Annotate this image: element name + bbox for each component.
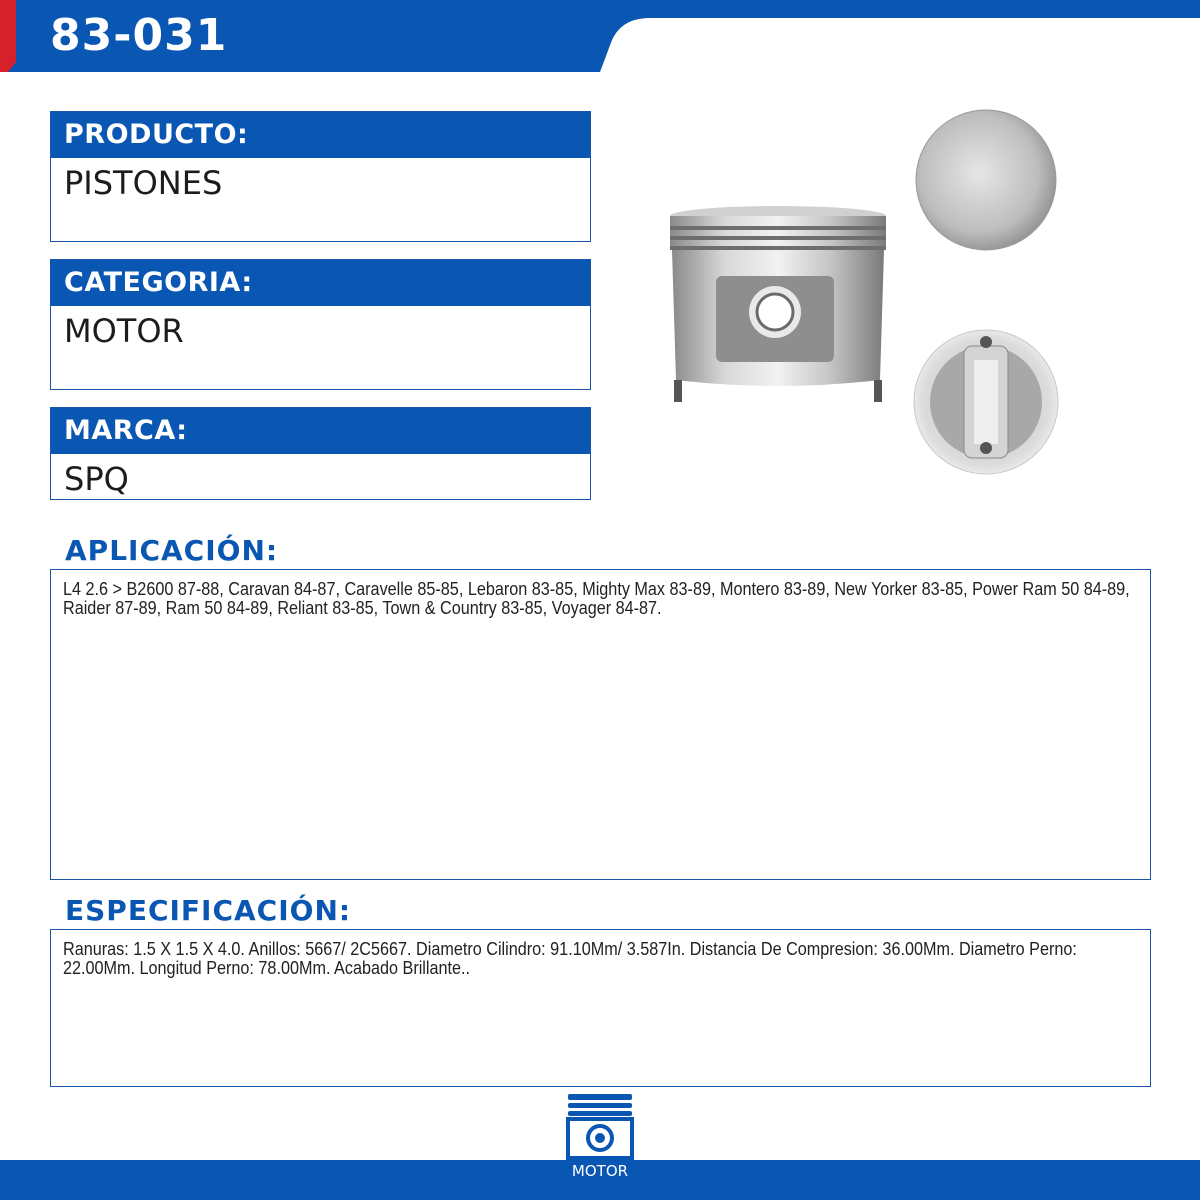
producto-block (50, 111, 591, 242)
marca-label: MARCA: (51, 408, 590, 454)
piston-side-view (670, 206, 886, 402)
aplicacion-title: APLICACIÓN: (65, 534, 279, 567)
header-bar (0, 0, 1200, 72)
piston-illustration (650, 80, 1100, 510)
piston-bottom-view (914, 330, 1058, 474)
marca-block (50, 407, 591, 500)
footer-category-label: MOTOR (571, 1162, 629, 1180)
aplicacion-text: L4 2.6 > B2600 87-88, Caravan 84-87, Caravelle 85-85, Lebaron 83-85, Mighty Max 83-89, Montero 83-89, New Yorker 83-85, Power Ram 50 84-89, Raider 87-89, Ram 50 84-89, Reliant 83-85, Town & Country 83-85, Voyager 84-87. (63, 579, 1130, 618)
producto-label: PRODUCTO: (51, 112, 590, 158)
categoria-block (50, 259, 591, 390)
marca-value: SPQ (64, 460, 129, 498)
producto-value: PISTONES (64, 164, 223, 202)
especificacion-text: Ranuras: 1.5 X 1.5 X 4.0. Anillos: 5667/ 2C5667. Diametro Cilindro: 91.10Mm/ 3.587In. Distancia De Compresion: 36.00Mm. Diametro Perno: 22.00Mm. Longitud Perno: 78.00Mm. Acabado Brillante.. (63, 939, 1077, 978)
especificacion-box (50, 929, 1151, 1087)
engine-piston-icon (558, 1092, 642, 1160)
aplicacion-box (50, 569, 1151, 880)
product-image (650, 80, 1100, 510)
part-number: 83-031 (50, 10, 228, 61)
categoria-label: CATEGORIA: (51, 260, 590, 306)
especificacion-title: ESPECIFICACIÓN: (65, 894, 352, 927)
piston-top-view (916, 110, 1056, 250)
categoria-value: MOTOR (64, 312, 184, 350)
